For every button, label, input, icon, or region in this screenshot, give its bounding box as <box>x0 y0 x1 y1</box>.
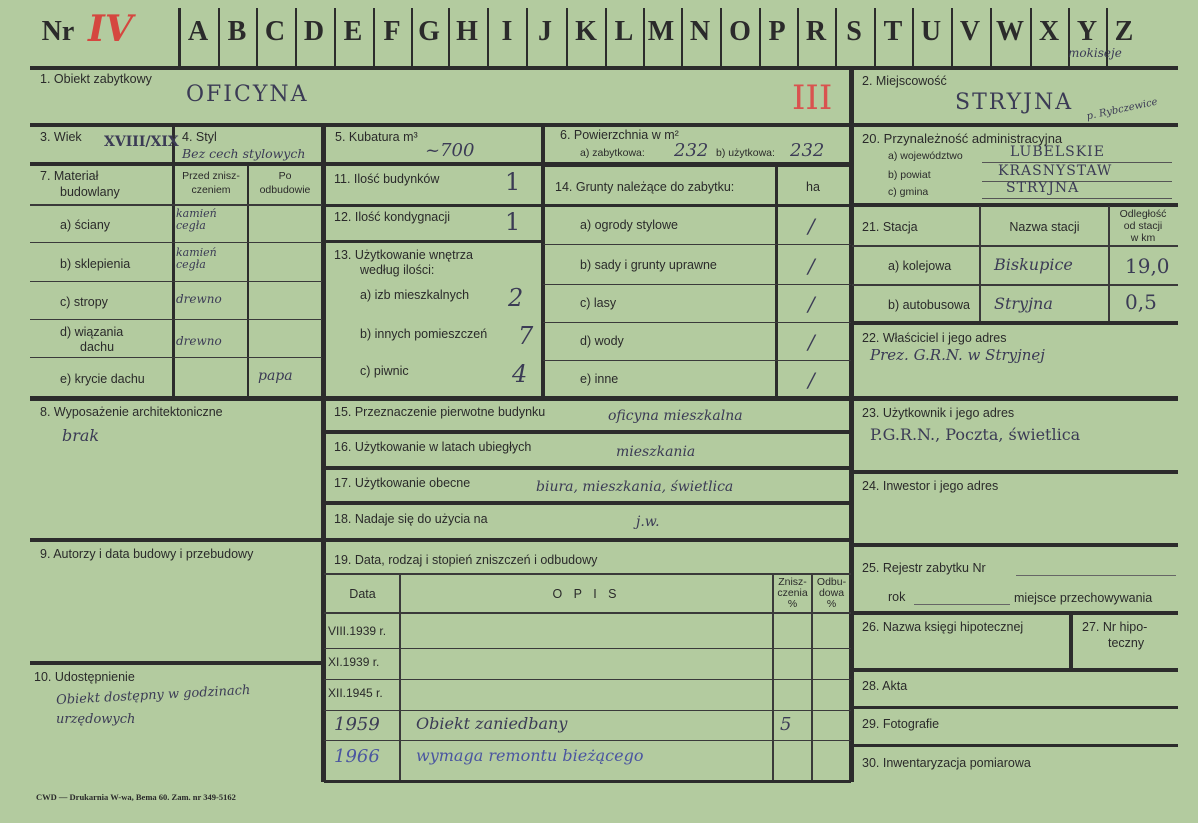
f6-a-label: a) zabytkowa: <box>580 147 645 159</box>
f21-col-dist-2: od stacji <box>1123 220 1163 232</box>
index-letter-k[interactable]: K <box>575 16 597 47</box>
index-letter-n[interactable]: N <box>689 16 711 47</box>
index-letter-s[interactable]: S <box>846 16 862 47</box>
f25-miejsce: miejsce przechowywania <box>1014 591 1153 605</box>
f19-col-desc: O P I S <box>552 587 621 601</box>
f18-bottom-rule <box>324 538 851 542</box>
index-letter-y[interactable]: Y <box>1076 16 1098 47</box>
bottom-rule <box>324 780 851 783</box>
row1-bottom-rule <box>30 123 1178 127</box>
f5-value[interactable]: ~700 <box>425 140 475 161</box>
f1-label: 1. Obiekt zabytkowy <box>40 72 152 86</box>
f7-row-c-label: c) stropy <box>60 295 108 309</box>
nr-value[interactable]: IV <box>88 8 133 50</box>
f14-row-value[interactable]: / <box>808 330 815 354</box>
f19-row-rule <box>324 740 851 741</box>
f2-label: 2. Miejscowość <box>862 74 947 88</box>
f12-bottom-rule <box>324 240 544 243</box>
index-letter-f[interactable]: F <box>383 16 401 47</box>
f13-c-value[interactable]: 4 <box>512 360 528 388</box>
f19-col-rebuild-3: % <box>826 598 837 610</box>
f13-b-label: b) innych pomieszczeń <box>360 327 488 341</box>
f17-value[interactable]: biura, mieszkania, świetlica <box>536 479 734 495</box>
f8-bottom-rule <box>30 538 324 542</box>
f19-col-date: Data <box>349 587 376 601</box>
f7-row-e-after[interactable]: papa <box>258 368 293 384</box>
f14-col-rule <box>775 164 778 396</box>
f13-a-label: a) izb mieszkalnych <box>360 288 470 302</box>
f21-col-dist-1: Odległość <box>1119 208 1167 220</box>
index-letter-e[interactable]: E <box>343 16 363 47</box>
f19-col-rebuild-1: Odbu- <box>816 576 847 588</box>
f19-col-destr-2: czenia <box>777 587 808 599</box>
f14-row-value[interactable]: / <box>808 214 815 238</box>
f21-col-name: Nazwa stacji <box>1009 220 1080 234</box>
index-letter-c[interactable]: C <box>264 16 286 47</box>
index-letter-t[interactable]: T <box>883 16 903 47</box>
f19-col-destr-3: % <box>787 598 798 610</box>
f14-unit: ha <box>806 180 820 194</box>
f21-label: 21. Stacja <box>862 220 918 234</box>
index-letter-l[interactable]: L <box>614 16 634 47</box>
f4-label: 4. Styl <box>182 130 217 144</box>
f20-c-value[interactable]: STRYJNA <box>1006 180 1080 196</box>
f22-value[interactable]: Prez. G.R.N. w Stryjnej <box>870 346 1045 364</box>
f18-label: 18. Nadaje się do użycia na <box>334 512 488 526</box>
f11-value[interactable]: 1 <box>505 168 521 196</box>
f14-row-label: e) inne <box>580 372 619 386</box>
f19-row-description[interactable]: Obiekt zaniedbany <box>416 714 568 733</box>
f29-label: 29. Fotografie <box>862 717 940 731</box>
f19-header-rule <box>324 612 851 614</box>
f7-row-a-label: a) ściany <box>60 218 111 232</box>
f19-row-date[interactable]: 1966 <box>334 746 380 767</box>
index-letter-i[interactable]: I <box>501 16 513 47</box>
f7-col-before-2: czeniem <box>191 184 231 196</box>
header-bottom-rule <box>30 66 1178 70</box>
f25-bottom-rule <box>852 611 1178 615</box>
f10-value-2[interactable]: urzędowych <box>56 712 136 727</box>
f14-row-rule <box>543 322 851 323</box>
f14-row-label: d) wody <box>580 334 624 348</box>
f19-date-col-rule <box>399 574 401 782</box>
f19-label: 19. Data, rodzaj i stopień zniszczeń i odbudowy <box>334 553 598 567</box>
f16-bottom-rule <box>324 466 851 470</box>
f15-label: 15. Przeznaczenie pierwotne budynku <box>334 405 546 419</box>
f25-rok: rok <box>888 590 906 604</box>
f20-c-label: c) gmina <box>888 186 929 198</box>
f19-row-description[interactable]: wymaga remontu bieżącego <box>416 746 644 765</box>
red-mark: III <box>792 78 833 118</box>
f21-a-dist[interactable]: 19,0 <box>1125 254 1170 278</box>
f7-row-a-rule <box>30 242 322 243</box>
f4-value[interactable]: Bez cech stylowych <box>182 146 306 161</box>
letter-y-annotation: mokiseje <box>1068 46 1122 60</box>
f13-a-value[interactable]: 2 <box>508 284 524 312</box>
f14-row-rule <box>543 244 851 245</box>
footer-printer: CWD — Drukarnia W-wa, Bema 60. Zam. nr 349-5162 <box>36 792 236 802</box>
index-letter-d[interactable]: D <box>303 16 325 47</box>
f20-b-value[interactable]: KRASNYSTAW <box>998 163 1113 179</box>
f20-c-dotline <box>982 198 1172 199</box>
f9-label: 9. Autorzy i data budowy i przebudowy <box>40 547 254 561</box>
f24-label: 24. Inwestor i jego adres <box>862 479 999 493</box>
f7-row-e-label: e) krycie dachu <box>60 372 145 386</box>
f6-b-label: b) użytkowa: <box>716 147 775 159</box>
f27-label2: teczny <box>1108 636 1145 650</box>
right-column-divider <box>849 70 854 782</box>
f12-value[interactable]: 1 <box>505 208 521 236</box>
f2-note: p. Rybczewice <box>1085 96 1159 123</box>
index-letter-j[interactable]: J <box>538 16 552 47</box>
f14-row-value[interactable]: / <box>808 292 815 316</box>
index-letter-u[interactable]: U <box>920 16 942 47</box>
header-left-rule <box>178 8 181 68</box>
f14-row-rule <box>543 360 851 361</box>
f7-row-a-before[interactable]: kamień cegła <box>176 207 217 232</box>
index-letter-g[interactable]: G <box>418 16 440 47</box>
f12-label: 12. Ilość kondygnacji <box>334 210 451 224</box>
index-letter-p[interactable]: P <box>768 16 786 47</box>
f20-a-label: a) województwo <box>888 150 963 162</box>
f19-col-destr-1: Znisz- <box>778 576 807 588</box>
f25-nr-dotline <box>1016 575 1176 576</box>
f7-row-b-label: b) sklepienia <box>60 257 131 271</box>
f14-top-rule <box>543 164 851 167</box>
f28-label: 28. Akta <box>862 679 908 693</box>
f19-row-rule <box>324 648 851 649</box>
f16-label: 16. Użytkowanie w latach ubiegłych <box>334 440 532 454</box>
index-letter-o[interactable]: O <box>729 16 751 47</box>
f7-row-c-before[interactable]: drewno <box>176 292 222 306</box>
f23-label: 23. Użytkownik i jego adres <box>862 406 1015 420</box>
f26-bottom-rule <box>852 668 1178 672</box>
f19-row-rule <box>324 679 851 680</box>
f27-label1: 27. Nr hipo- <box>1082 620 1148 634</box>
f7-row-b-before[interactable]: kamień cegła <box>176 246 217 271</box>
f19-row-date[interactable]: XII.1945 r. <box>328 686 383 700</box>
f21-b-label: b) autobusowa <box>888 298 971 312</box>
index-letter-m[interactable]: M <box>647 16 675 47</box>
f20-label: 20. Przynależność administracyjna <box>862 131 1063 146</box>
f8-value[interactable]: brak <box>62 426 100 445</box>
f2-value[interactable]: STRYJNA <box>955 90 1074 115</box>
f7-col-after-1: Po <box>278 170 292 182</box>
f7-label2: budowlany <box>60 185 120 199</box>
f14-row-label: b) sady i grunty uprawne <box>580 258 717 272</box>
f7-col1-rule <box>172 164 175 396</box>
f1-value[interactable]: OFICYNA <box>186 82 309 107</box>
f21-a-label: a) kolejowa <box>888 259 952 273</box>
f19-row-date[interactable]: XI.1939 r. <box>328 655 380 669</box>
index-letter-h[interactable]: H <box>456 16 478 47</box>
f21-bottom-rule <box>852 321 1178 325</box>
middle-column-divider <box>321 126 326 782</box>
f17-label: 17. Użytkowanie obecne <box>334 476 471 490</box>
f11-bottom-rule <box>324 204 544 207</box>
f25-rok-dotline <box>914 604 1010 605</box>
index-letter-b[interactable]: B <box>227 16 247 47</box>
f7-row-d-label2: dachu <box>80 340 115 354</box>
f19-row-destruction[interactable]: 5 <box>780 714 792 735</box>
f25-label: 25. Rejestr zabytku Nr <box>862 561 986 575</box>
f20-a-value[interactable]: LUBELSKIE <box>1010 144 1105 160</box>
f7-col-before-1: Przed znisz- <box>182 170 240 182</box>
f7-row-c-rule <box>30 319 322 320</box>
f26-label: 26. Nazwa księgi hipotecznej <box>862 620 1024 634</box>
f16-value[interactable]: mieszkania <box>616 444 696 460</box>
f14-row-value[interactable]: / <box>808 254 815 278</box>
f14-row-value[interactable]: / <box>808 368 815 392</box>
f7-row-d-label1: d) wiązania <box>60 325 124 339</box>
index-letter-x[interactable]: X <box>1038 16 1060 47</box>
f20-bottom-rule <box>852 203 1178 207</box>
index-letter-a[interactable]: A <box>187 16 209 47</box>
f26-f27-divider <box>1069 613 1073 669</box>
f14-label: 14. Grunty należące do zabytku: <box>555 180 735 194</box>
f19-col-rebuild-2: dowa <box>818 587 845 599</box>
f30-label: 30. Inwentaryzacja pomiarowa <box>862 756 1031 770</box>
f19-row-rule <box>324 710 851 711</box>
f13-c-label: c) piwnic <box>360 364 409 378</box>
f13-b-value[interactable]: 7 <box>518 322 534 350</box>
f10-label: 10. Udostępnienie <box>34 670 135 684</box>
nr-label: Nr <box>41 16 75 47</box>
f3-value[interactable]: XVIII/XIX <box>104 134 179 150</box>
f21-col-dist-3: w km <box>1130 232 1156 244</box>
f7-row-d-rule <box>30 357 322 358</box>
f14-row-rule <box>543 284 851 285</box>
index-letter-z[interactable]: Z <box>1114 16 1134 47</box>
mid-horizontal-rule <box>30 396 1178 401</box>
f23-value[interactable]: P.G.R.N., Poczta, świetlica <box>870 425 1081 444</box>
f14-row-label: a) ogrody stylowe <box>580 218 678 232</box>
f19-row-date[interactable]: 1959 <box>334 714 380 735</box>
index-letter-r[interactable]: R <box>805 16 827 47</box>
f21-header-rule <box>852 245 1178 247</box>
f7-row-d-before[interactable]: drewno <box>176 334 222 348</box>
f10-value-1[interactable]: Obiekt dostępny w godzinach <box>55 682 251 709</box>
f21-b-name[interactable]: Stryjna <box>994 294 1053 313</box>
f6-b-value[interactable]: 232 <box>790 140 825 161</box>
f14-header-rule <box>543 204 851 207</box>
f5-label: 5. Kubatura m³ <box>335 130 418 144</box>
f24-bottom-rule <box>852 543 1178 547</box>
f7-row-b-rule <box>30 281 322 282</box>
f21-b-dist[interactable]: 0,5 <box>1125 290 1157 314</box>
f17-bottom-rule <box>324 501 851 505</box>
f19-row-date[interactable]: VIII.1939 r. <box>328 624 387 638</box>
f6-label: 6. Powierzchnia w m² <box>560 128 679 142</box>
index-letter-v[interactable]: V <box>959 16 981 47</box>
f28-bottom-rule <box>852 706 1178 709</box>
f20-b-label: b) powiat <box>888 169 931 181</box>
f21-a-name[interactable]: Biskupice <box>994 255 1073 274</box>
f3-label: 3. Wiek <box>40 130 82 144</box>
f7-label1: 7. Materiał <box>40 169 99 183</box>
f15-value[interactable]: oficyna mieszkalna <box>608 408 743 424</box>
f29-bottom-rule <box>852 744 1178 747</box>
f11-label: 11. Ilość budynków <box>334 172 440 186</box>
f13-label1: 13. Użytkowanie wnętrza <box>334 248 473 262</box>
f18-value[interactable]: j.w. <box>636 514 660 530</box>
f7-col2-rule <box>247 164 249 396</box>
f8-label: 8. Wyposażenie architektoniczne <box>40 405 223 419</box>
f13-label2: według ilości: <box>360 263 435 277</box>
f7-col-after-2: odbudowie <box>259 184 311 196</box>
f7-header-rule <box>30 204 322 206</box>
f21-a-rule <box>852 284 1178 286</box>
f14-row-label: c) lasy <box>580 296 617 310</box>
f22-label: 22. Właściciel i jego adres <box>862 331 1007 345</box>
f23-bottom-rule <box>852 470 1178 474</box>
f9-bottom-rule <box>30 661 324 665</box>
f15-bottom-rule <box>324 430 851 434</box>
f6-a-value[interactable]: 232 <box>674 140 709 161</box>
index-letter-w[interactable]: W <box>996 16 1024 47</box>
